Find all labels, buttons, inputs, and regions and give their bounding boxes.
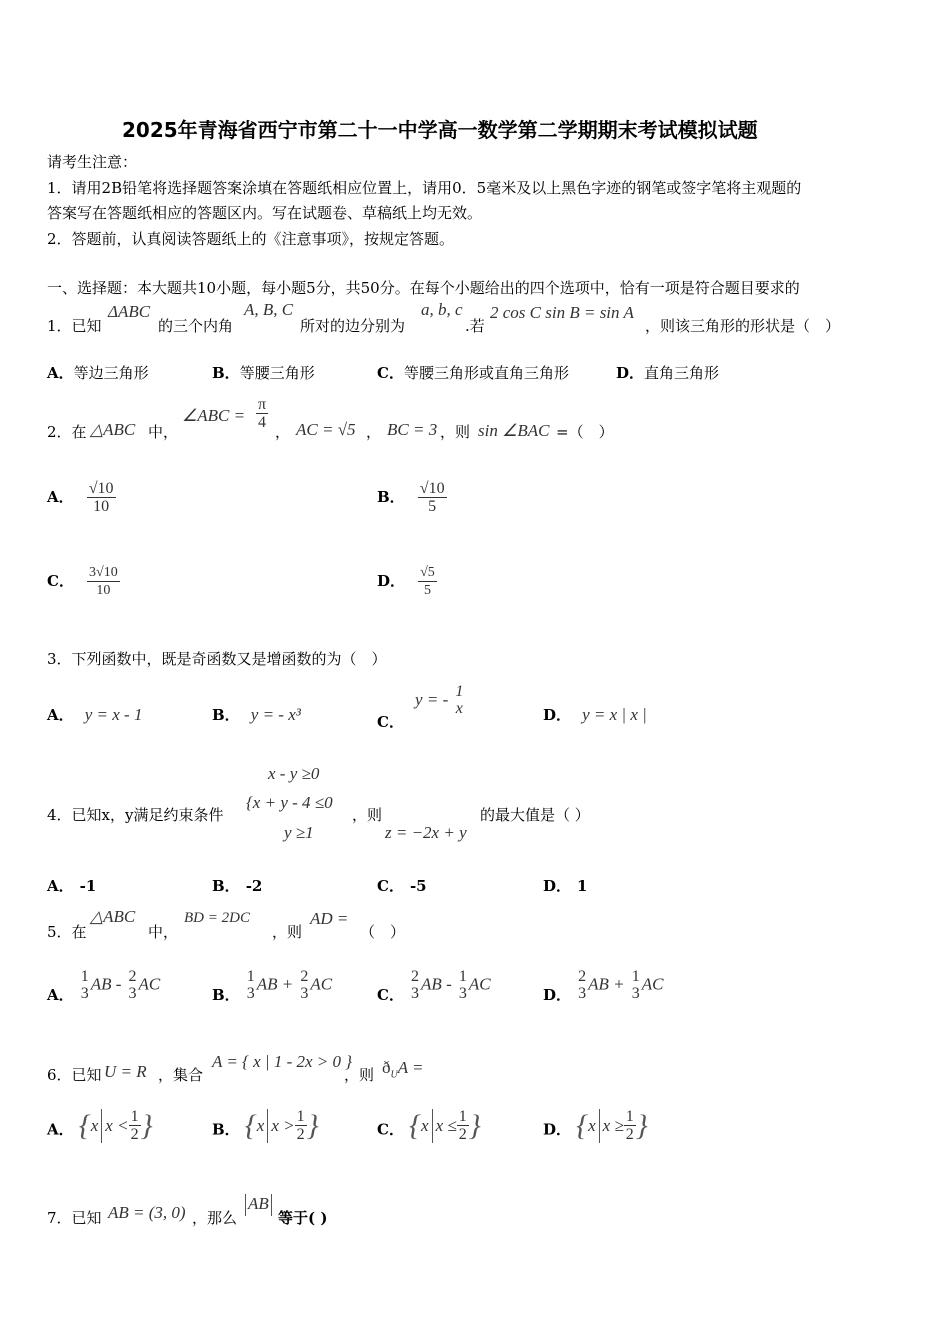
notice-heading: 请考生注意：: [47, 153, 138, 171]
q4-constraint-3: y ≥1: [284, 823, 314, 842]
q6-b-x: x: [256, 1115, 265, 1135]
q4-text-2: 的最大值是（ ）: [480, 806, 590, 824]
q6-d-x: x: [588, 1115, 596, 1135]
q6-option-c-label: C．: [377, 1120, 404, 1139]
q6-a-d: 2: [130, 1126, 139, 1143]
q2-option-a-num: √10: [88, 480, 114, 497]
q6-option-d[interactable]: [543, 1108, 648, 1143]
q6-a-x: x: [90, 1115, 99, 1135]
q5-a-v2: AC: [138, 974, 161, 994]
q5-b-n2: 2: [300, 968, 309, 985]
q4-option-c[interactable]: C． -5: [377, 877, 427, 895]
q6-option-d-set: { x x ≥ $\frac{1}{2}$ }: [576, 1108, 648, 1143]
q3-option-c-label: C．: [377, 712, 404, 731]
q6-c-d: 2: [458, 1126, 467, 1143]
q1-text-3: .若: [465, 317, 485, 335]
q5-c-v2: AC: [468, 974, 491, 994]
q2-option-d-label: D．: [377, 572, 406, 590]
q2-option-b-num: √10: [419, 480, 445, 497]
q5-d-d2: 3: [631, 985, 640, 1002]
q6-option-d-label: D．: [543, 1120, 572, 1139]
q2-bc: BC = 3: [387, 420, 438, 439]
q5-d-v1: AB +: [588, 974, 625, 994]
q2-text-1: 中，: [148, 423, 179, 441]
q6-b-rel: x >: [271, 1115, 295, 1135]
q2-option-d-num: √5: [420, 565, 435, 580]
q5-text-1: 中，: [148, 923, 179, 941]
q2-option-a-label: A．: [47, 488, 74, 506]
q3-option-b-expr: y = - x³: [250, 705, 301, 724]
notice-line-1: 1．请用2B铅笔将选择题答案涂填在答题纸相应位置上，请用0．5毫米及以上黑色字迹的钢笔或签字笔将主观题的: [47, 179, 802, 197]
q6-complement-a: A =: [397, 1058, 424, 1077]
q2-option-a[interactable]: [47, 480, 116, 515]
q2-number: 2．在: [47, 423, 87, 441]
q2-option-b-label: B．: [377, 488, 405, 506]
q2-triangle: △ABC: [90, 420, 136, 439]
q5-a-d2: 3: [128, 985, 137, 1002]
q5-b-n1: 1: [246, 968, 255, 985]
q3-option-c-num: 1: [455, 683, 464, 700]
q4-objective: z = −2x + y: [385, 823, 467, 842]
q6-complement-sub: U: [390, 1069, 398, 1081]
q3-option-c-pre: y = -: [415, 689, 449, 709]
q5-b-v2: AC: [310, 974, 333, 994]
q6-d-rel: x ≥: [602, 1115, 624, 1135]
q5-text-2: ，则: [272, 923, 303, 941]
q5-option-c-label: C．: [377, 985, 404, 1004]
q2-option-c-den: 10: [96, 583, 111, 598]
q7-vector: AB = (3, 0): [108, 1203, 186, 1222]
q5-option-a[interactable]: [47, 968, 160, 1002]
q6-option-b[interactable]: [212, 1108, 319, 1143]
q5-option-b-label: B．: [212, 985, 240, 1004]
q2-ac: AC = √5: [296, 420, 356, 439]
q1-text-4: ，则该三角形的形状是（ ）: [645, 317, 841, 335]
q3-option-a[interactable]: [47, 704, 142, 725]
q1-sides: a, b, c: [421, 300, 463, 319]
q2-text-2: ，则: [440, 423, 471, 441]
q6-b-d: 2: [296, 1126, 305, 1143]
q6-option-a-set: { x x < $\frac{1}{2}$ }: [78, 1108, 153, 1143]
q5-d-n1: 2: [578, 968, 587, 985]
q5-b-d2: 3: [300, 985, 309, 1002]
q1-option-d[interactable]: D．直角三角形: [616, 364, 720, 382]
notice-line-1b: 答案写在答题纸相应的答题区内。写在试题卷、草稿纸上均无效。: [47, 204, 483, 222]
q6-option-b-set: { x x > $\frac{1}{2}$ }: [244, 1108, 319, 1143]
q5-d-v2: AC: [641, 974, 664, 994]
q2-option-b[interactable]: [377, 480, 447, 515]
q5-option-c[interactable]: [377, 968, 491, 1002]
q2-option-c-num: 3√10: [89, 565, 118, 580]
q5-option-d[interactable]: [543, 968, 663, 1002]
q4-number: 4．已知x，y满足约束条件: [47, 806, 224, 824]
q1-option-a[interactable]: A．等边三角形: [47, 364, 149, 382]
q5-text-3: （ ）: [360, 923, 406, 941]
q1-text-2: 所对的边分别为: [300, 317, 406, 335]
q6-text-1: ，集合: [158, 1066, 204, 1084]
q2-angle: ∠ABC =: [182, 406, 246, 425]
page-title: 2025年青海省西宁市第二十一中学高一数学第二学期期末考试模拟试题: [122, 118, 758, 142]
q6-option-a-label: A．: [47, 1120, 74, 1139]
q6-a-rel: x <: [105, 1115, 129, 1135]
q2-four: 4: [258, 414, 267, 431]
q5-option-b[interactable]: [212, 968, 332, 1002]
q2-comma-1: ，: [275, 423, 291, 441]
q4-constraint-2: {x + y - 4 ≤0: [246, 793, 333, 812]
q1-text-1: 的三个内角: [158, 317, 234, 335]
q4-constraint-1: x - y ≥0: [268, 764, 320, 783]
q5-a-n2: 2: [128, 968, 137, 985]
q5-a-d1: 3: [80, 985, 89, 1002]
q2-pi-over-4: [256, 396, 268, 431]
q5-d-d1: 3: [578, 985, 587, 1002]
q3-text: 3．下列函数中，既是奇函数又是增函数的为（ ）: [47, 650, 387, 668]
q5-a-v1: AB -: [90, 974, 122, 994]
q6-b-n: 1: [296, 1108, 305, 1125]
q5-bd: BD = 2DC: [184, 910, 250, 926]
q6-option-b-label: B．: [212, 1120, 240, 1139]
q6-number: 6．已知: [47, 1066, 102, 1084]
q4-option-d[interactable]: D． 1: [543, 877, 588, 895]
q3-option-c-den: x: [455, 700, 463, 717]
q3-option-b-label: B．: [212, 706, 240, 724]
q2-pi: π: [258, 396, 267, 413]
q2-comma-2: ，: [366, 423, 382, 441]
q5-number: 5．在: [47, 923, 87, 941]
q3-option-d[interactable]: [543, 704, 647, 725]
q3-option-c[interactable]: [377, 683, 465, 731]
q6-a-n: 1: [130, 1108, 139, 1125]
q6-text-2: ，则: [344, 1066, 375, 1084]
q5-c-n1: 2: [411, 968, 420, 985]
q7-abs-label: AB: [248, 1194, 269, 1213]
q3-option-a-expr: y = x - 1: [84, 705, 143, 724]
q4-option-b[interactable]: B． -2: [212, 877, 263, 895]
q6-d-d: 2: [625, 1126, 634, 1143]
q7-text-1: ，那么: [192, 1209, 238, 1227]
q6-option-c[interactable]: [377, 1108, 481, 1143]
q1-condition: 2 cos C sin B = sin A: [490, 303, 634, 322]
q6-c-rel: x ≤: [435, 1115, 457, 1135]
q6-complement-symbol: ð: [382, 1058, 391, 1077]
q2-option-d-den: 5: [423, 583, 431, 598]
q5-option-d-label: D．: [543, 985, 572, 1004]
q6-d-n: 1: [625, 1108, 634, 1125]
q4-option-a[interactable]: A． -1: [47, 877, 97, 895]
q1-number: 1．已知: [47, 317, 102, 335]
q6-option-a[interactable]: [47, 1108, 153, 1143]
section-heading: 一、选择题：本大题共10小题，每小题5分，共50分。在每个小题给出的四个选项中，恰有一项是符合题目要求的: [47, 279, 800, 297]
q5-b-d1: 3: [246, 985, 255, 1002]
q7-number: 7．已知: [47, 1209, 102, 1227]
q3-option-b[interactable]: [212, 704, 301, 725]
q1-option-c[interactable]: C．等腰三角形或直角三角形: [377, 364, 569, 382]
q5-option-a-label: A．: [47, 985, 74, 1004]
q5-c-v1: AB -: [421, 974, 452, 994]
q6-c-n: 1: [458, 1108, 467, 1125]
q7-abs: [243, 1194, 274, 1216]
q7-text-2: 等于( ): [278, 1209, 328, 1227]
q6-c-x: x: [421, 1115, 429, 1135]
q2-option-b-den: 5: [428, 498, 437, 515]
q3-option-d-label: D．: [543, 706, 572, 724]
q2-sin: sin ∠BAC: [478, 421, 550, 440]
q5-d-n2: 1: [631, 968, 640, 985]
q2-option-a-den: 10: [93, 498, 110, 515]
q1-angles: A, B, C: [244, 300, 294, 319]
q1-triangle: ΔABC: [108, 302, 151, 321]
q5-a-n1: 1: [80, 968, 89, 985]
q2-option-c[interactable]: [47, 564, 120, 599]
q3-option-a-label: A．: [47, 706, 74, 724]
q5-c-d2: 3: [458, 985, 467, 1002]
notice-line-2: 2．答题前，认真阅读答题纸上的《注意事项》，按规定答题。: [47, 230, 455, 248]
q5-triangle: △ABC: [90, 907, 136, 926]
q6-option-c-set: { x x ≤ $\frac{1}{2}$ }: [409, 1108, 481, 1143]
q6-set-a: A = { x | 1 - 2x > 0 }: [212, 1052, 353, 1071]
q6-universe: U = R: [104, 1062, 147, 1081]
q5-c-n2: 1: [458, 968, 467, 985]
q4-text-1: ，则: [352, 806, 383, 824]
q5-c-d1: 3: [411, 985, 420, 1002]
q5-ad: AD =: [310, 909, 349, 928]
q5-b-v1: AB +: [256, 974, 294, 994]
q6-complement: [382, 1058, 424, 1080]
q2-option-d[interactable]: [377, 564, 437, 599]
q2-option-c-label: C．: [47, 572, 74, 590]
q3-option-d-expr: y = x | x |: [582, 705, 647, 724]
q2-text-3: =（ ）: [556, 423, 614, 441]
q1-option-b[interactable]: B．等腰三角形: [212, 364, 315, 382]
